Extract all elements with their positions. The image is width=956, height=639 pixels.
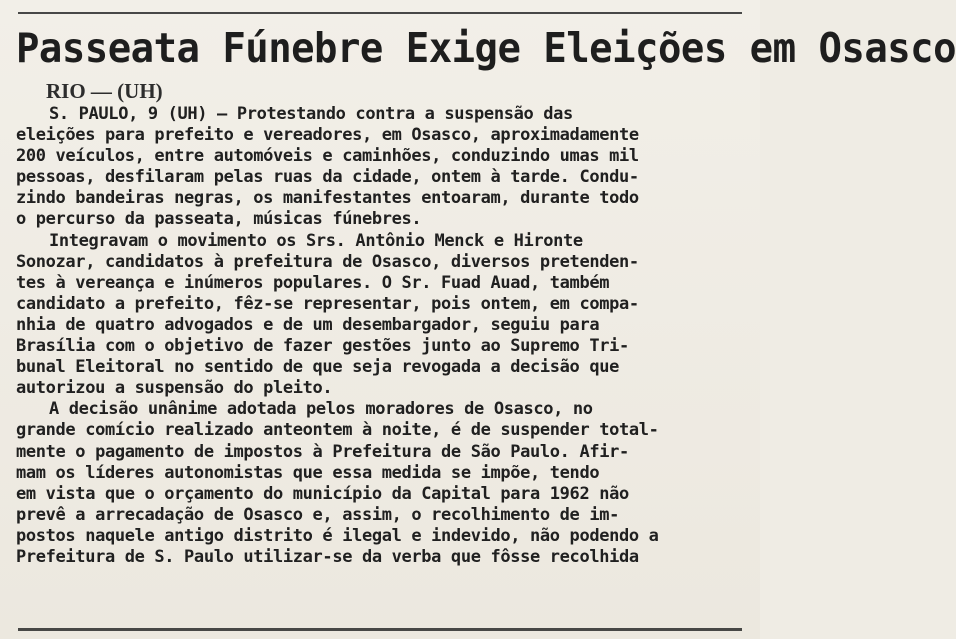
text-line: Sonozar, candidatos à prefeitura de Osasco, diversos pretenden- — [16, 251, 639, 272]
text-line: mente o pagamento de impostos à Prefeitura de São Paulo. Afir- — [16, 441, 629, 462]
text-line: mam os líderes autonomistas que essa medida se impõe, tendo — [16, 462, 600, 483]
text-line: zindo bandeiras negras, os manifestantes entoaram, durante todo — [16, 188, 639, 209]
text-line: em vista que o orçamento do município da Capital para 1962 não — [16, 483, 629, 504]
text-line: 200 veículos, entre automóveis e caminhões, conduzindo umas mil — [16, 146, 639, 167]
text-line: bunal Eleitoral no sentido de que seja revogada a decisão que — [16, 357, 619, 378]
text-line: A decisão unânime adotada pelos moradores de Osasco, no — [49, 399, 593, 420]
dateline: RIO — (UH) — [46, 79, 163, 103]
text-line: Integravam o movimento os Srs. Antônio Menck e Hironte — [49, 230, 583, 251]
text-line: autorizou a suspensão do pleito. — [16, 378, 333, 399]
text-line: Brasília com o objetivo de fazer gestões junto ao Supremo Tri- — [16, 336, 629, 357]
bottom-rule — [18, 628, 742, 631]
text-line: nhia de quatro advogados e de um desembargador, seguiu para — [16, 314, 600, 335]
top-rule — [18, 12, 742, 14]
headline: Passeata Fúnebre Exige Eleições em Osasco — [16, 24, 956, 72]
text-line: prevê a arrecadação de Osasco e, assim, o recolhimento de im- — [16, 504, 619, 525]
text-line: Prefeitura de S. Paulo utilizar-se da verba que fôsse recolhida — [16, 546, 639, 567]
article-body — [16, 104, 744, 568]
text-line: pessoas, desfilaram pelas ruas da cidade, ontem à tarde. Condu- — [16, 167, 639, 188]
text-line: grande comício realizado anteontem à noite, é de suspender total- — [16, 420, 659, 441]
article — [16, 24, 956, 568]
text-line: eleições para prefeito e vereadores, em Osasco, aproximadamente — [16, 125, 639, 146]
text-line: postos naquele antigo distrito é ilegal e indevido, não podendo a — [16, 525, 659, 546]
text-line: tes à vereança e inúmeros populares. O Sr. Fuad Auad, também — [16, 272, 610, 293]
text-line: o percurso da passeata, músicas fúnebres. — [16, 209, 422, 230]
text-line: S. PAULO, 9 (UH) — Protestando contra a suspensão das — [49, 104, 573, 124]
text-line: candidato a prefeito, fêz-se representar, pois ontem, em compa- — [16, 293, 639, 314]
